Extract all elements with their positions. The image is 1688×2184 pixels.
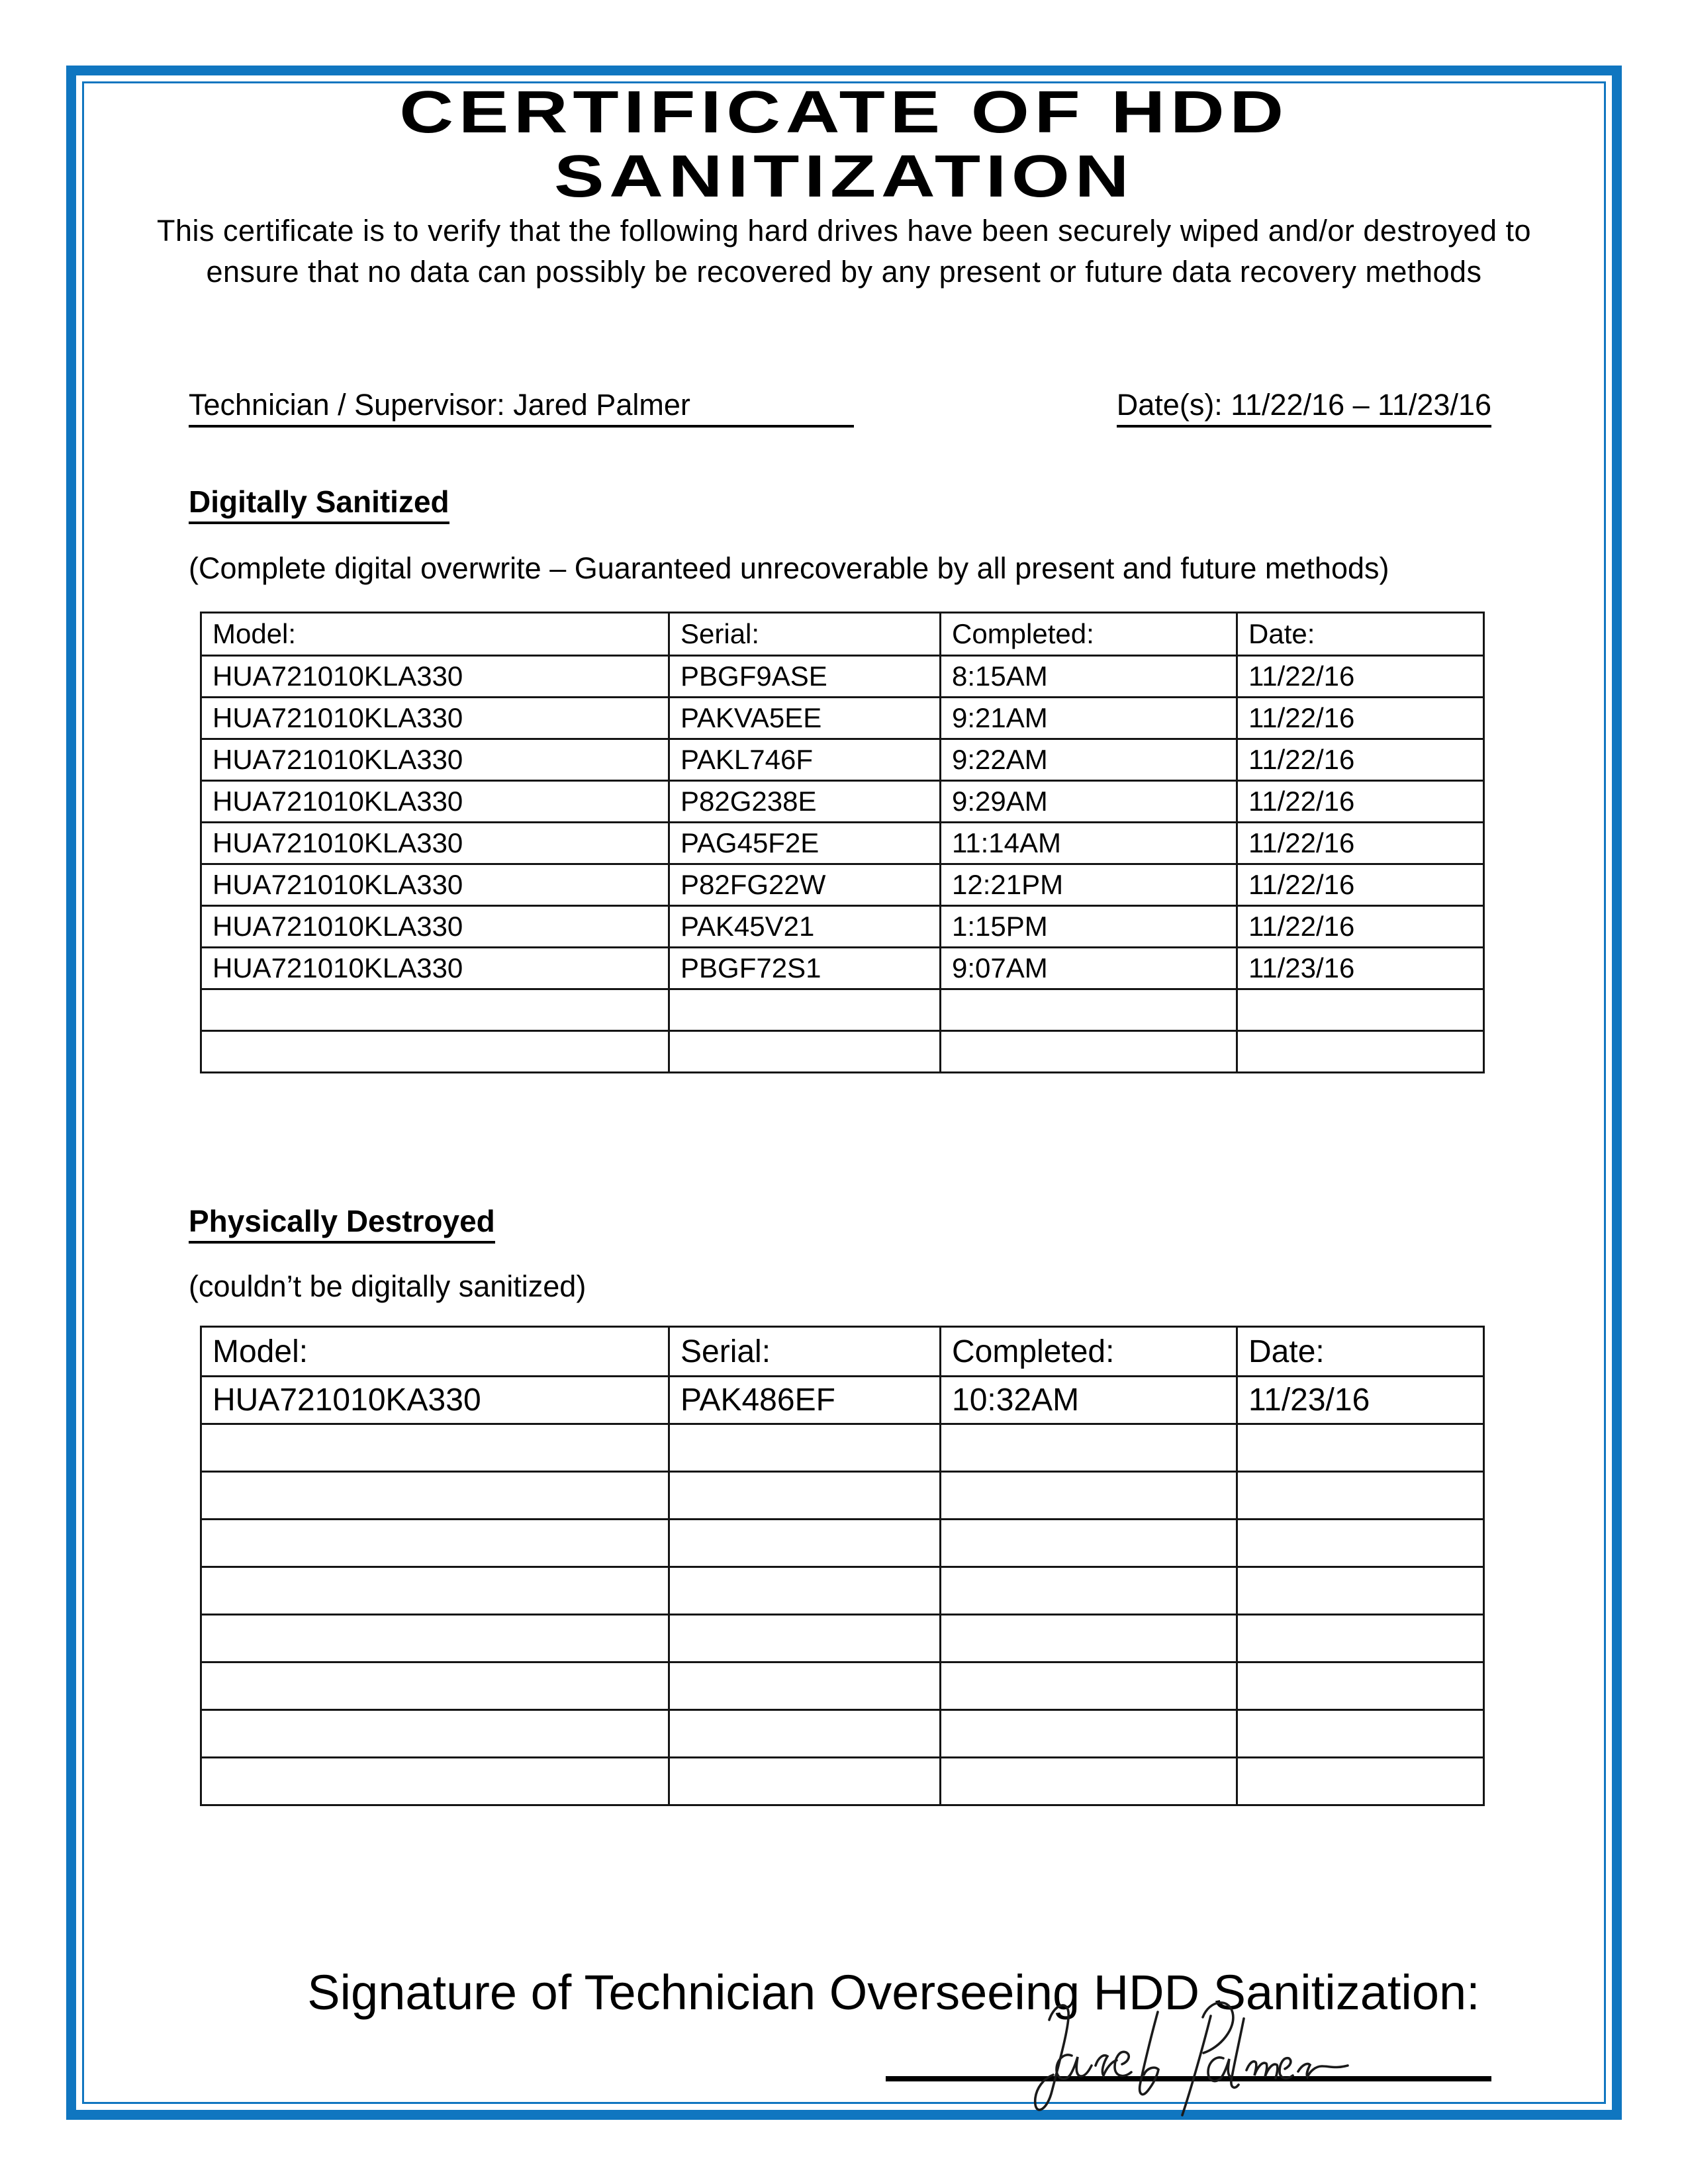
- table-cell: [941, 1758, 1237, 1805]
- technician-supervisor-field: Technician / Supervisor: Jared Palmer: [189, 388, 854, 428]
- table-cell: [941, 989, 1237, 1031]
- intro-paragraph: [99, 210, 1589, 293]
- table-cell: [669, 1758, 941, 1805]
- table-cell: [669, 1615, 941, 1662]
- table-cell: 11/22/16: [1237, 781, 1484, 823]
- table-row: [201, 948, 1484, 989]
- digitally-sanitized-subheading: (Complete digital overwrite – Guaranteed unrecoverable by all present and future methods): [189, 551, 1389, 585]
- table-cell: [941, 1520, 1237, 1567]
- dates-field: Date(s): 11/22/16 – 11/23/16: [1117, 388, 1491, 428]
- column-header: Date:: [1237, 1327, 1484, 1377]
- table-row: [201, 1662, 1484, 1710]
- table-cell: [941, 1662, 1237, 1710]
- table-cell: 11/22/16: [1237, 823, 1484, 864]
- table-cell: [1237, 1567, 1484, 1615]
- table-cell: [941, 1031, 1237, 1073]
- table-cell: 9:21AM: [941, 698, 1237, 739]
- table-cell: HUA721010KLA330: [201, 906, 669, 948]
- table-row: [201, 1758, 1484, 1805]
- table-cell: PAG45F2E: [669, 823, 941, 864]
- table-cell: PAK45V21: [669, 906, 941, 948]
- table-cell: [669, 1567, 941, 1615]
- table-cell: 12:21PM: [941, 864, 1237, 906]
- table-header-row: [201, 1327, 1484, 1377]
- table-cell: [941, 1472, 1237, 1520]
- physically-destroyed-heading: Physically Destroyed: [189, 1203, 495, 1244]
- table-cell: 11/23/16: [1237, 1377, 1484, 1424]
- column-header: Model:: [201, 1327, 669, 1377]
- table-cell: PBGF72S1: [669, 948, 941, 989]
- table-cell: 11/22/16: [1237, 698, 1484, 739]
- table-cell: [1237, 989, 1484, 1031]
- table-cell: [1237, 1758, 1484, 1805]
- table-row: [201, 698, 1484, 739]
- table-cell: 9:07AM: [941, 948, 1237, 989]
- table-cell: [1237, 1031, 1484, 1073]
- digitally-sanitized-table: [200, 612, 1485, 1073]
- table-cell: [1237, 1424, 1484, 1472]
- table-cell: 11/22/16: [1237, 739, 1484, 781]
- table-cell: HUA721010KLA330: [201, 739, 669, 781]
- table-cell: [1237, 1710, 1484, 1758]
- table-cell: [201, 989, 669, 1031]
- table-cell: HUA721010KA330: [201, 1377, 669, 1424]
- table-cell: [669, 989, 941, 1031]
- table-cell: HUA721010KLA330: [201, 948, 669, 989]
- table-cell: PAKL746F: [669, 739, 941, 781]
- table-cell: [941, 1710, 1237, 1758]
- table-cell: PAKVA5EE: [669, 698, 941, 739]
- table-cell: [1237, 1472, 1484, 1520]
- table-cell: 1:15PM: [941, 906, 1237, 948]
- table-cell: [201, 1424, 669, 1472]
- table-cell: HUA721010KLA330: [201, 781, 669, 823]
- table-cell: 9:29AM: [941, 781, 1237, 823]
- table-cell: [1237, 1615, 1484, 1662]
- column-header: Serial:: [669, 1327, 941, 1377]
- table-cell: 8:15AM: [941, 656, 1237, 698]
- physically-destroyed-table: [200, 1326, 1485, 1806]
- digitally-sanitized-heading: Digitally Sanitized: [189, 484, 449, 524]
- technician-date-row: [189, 388, 1491, 428]
- table-cell: PBGF9ASE: [669, 656, 941, 698]
- table-cell: [669, 1031, 941, 1073]
- table-cell: [201, 1520, 669, 1567]
- table-cell: [669, 1662, 941, 1710]
- table-cell: [941, 1615, 1237, 1662]
- table-cell: 11/22/16: [1237, 656, 1484, 698]
- table-cell: [941, 1424, 1237, 1472]
- table-row: [201, 781, 1484, 823]
- table-row: [201, 989, 1484, 1031]
- physically-destroyed-subheading: (couldn’t be digitally sanitized): [189, 1269, 586, 1303]
- column-header: Completed:: [941, 613, 1237, 656]
- signature-heading: Signature of Technician Overseeing HDD Sanitization:: [307, 1965, 1480, 2020]
- table-row: [201, 864, 1484, 906]
- table-row: [201, 906, 1484, 948]
- table-cell: [1237, 1662, 1484, 1710]
- table-cell: 11/22/16: [1237, 906, 1484, 948]
- table-cell: [201, 1567, 669, 1615]
- table-cell: P82G238E: [669, 781, 941, 823]
- table-row: [201, 1710, 1484, 1758]
- intro-line2: ensure that no data can possibly be recovered by any present or future data recovery methods: [206, 255, 1482, 289]
- intro-line1: This certificate is to verify that the following hard drives have been securely wiped and/or destroyed to: [156, 214, 1532, 248]
- table-cell: 9:22AM: [941, 739, 1237, 781]
- table-cell: 11/22/16: [1237, 864, 1484, 906]
- table-row: [201, 739, 1484, 781]
- table-cell: HUA721010KLA330: [201, 823, 669, 864]
- table-row: [201, 1424, 1484, 1472]
- table-cell: [669, 1472, 941, 1520]
- table-cell: [201, 1615, 669, 1662]
- document-title: [0, 81, 1688, 209]
- table-cell: HUA721010KLA330: [201, 864, 669, 906]
- handwritten-signature: [996, 1991, 1367, 2116]
- table-cell: [669, 1424, 941, 1472]
- table-cell: [201, 1031, 669, 1073]
- table-cell: 11:14AM: [941, 823, 1237, 864]
- table-cell: [201, 1710, 669, 1758]
- table-cell: [201, 1662, 669, 1710]
- column-header: Date:: [1237, 613, 1484, 656]
- table-row: [201, 1031, 1484, 1073]
- table-cell: P82FG22W: [669, 864, 941, 906]
- table-header-row: [201, 613, 1484, 656]
- column-header: Serial:: [669, 613, 941, 656]
- table-cell: 11/23/16: [1237, 948, 1484, 989]
- document-title-line2: SANITIZATION: [553, 144, 1135, 210]
- table-row: [201, 1520, 1484, 1567]
- document-title-line1: CERTIFICATE OF HDD: [399, 79, 1289, 146]
- table-cell: [1237, 1520, 1484, 1567]
- table-row: [201, 1615, 1484, 1662]
- table-cell: HUA721010KLA330: [201, 656, 669, 698]
- table-cell: 10:32AM: [941, 1377, 1237, 1424]
- column-header: Completed:: [941, 1327, 1237, 1377]
- column-header: Model:: [201, 613, 669, 656]
- table-row: [201, 656, 1484, 698]
- table-cell: [669, 1520, 941, 1567]
- table-row: [201, 1472, 1484, 1520]
- table-cell: [941, 1567, 1237, 1615]
- table-cell: PAK486EF: [669, 1377, 941, 1424]
- table-cell: [669, 1710, 941, 1758]
- table-row: [201, 823, 1484, 864]
- table-cell: [201, 1758, 669, 1805]
- table-cell: [201, 1472, 669, 1520]
- table-row: [201, 1377, 1484, 1424]
- table-row: [201, 1567, 1484, 1615]
- table-cell: HUA721010KLA330: [201, 698, 669, 739]
